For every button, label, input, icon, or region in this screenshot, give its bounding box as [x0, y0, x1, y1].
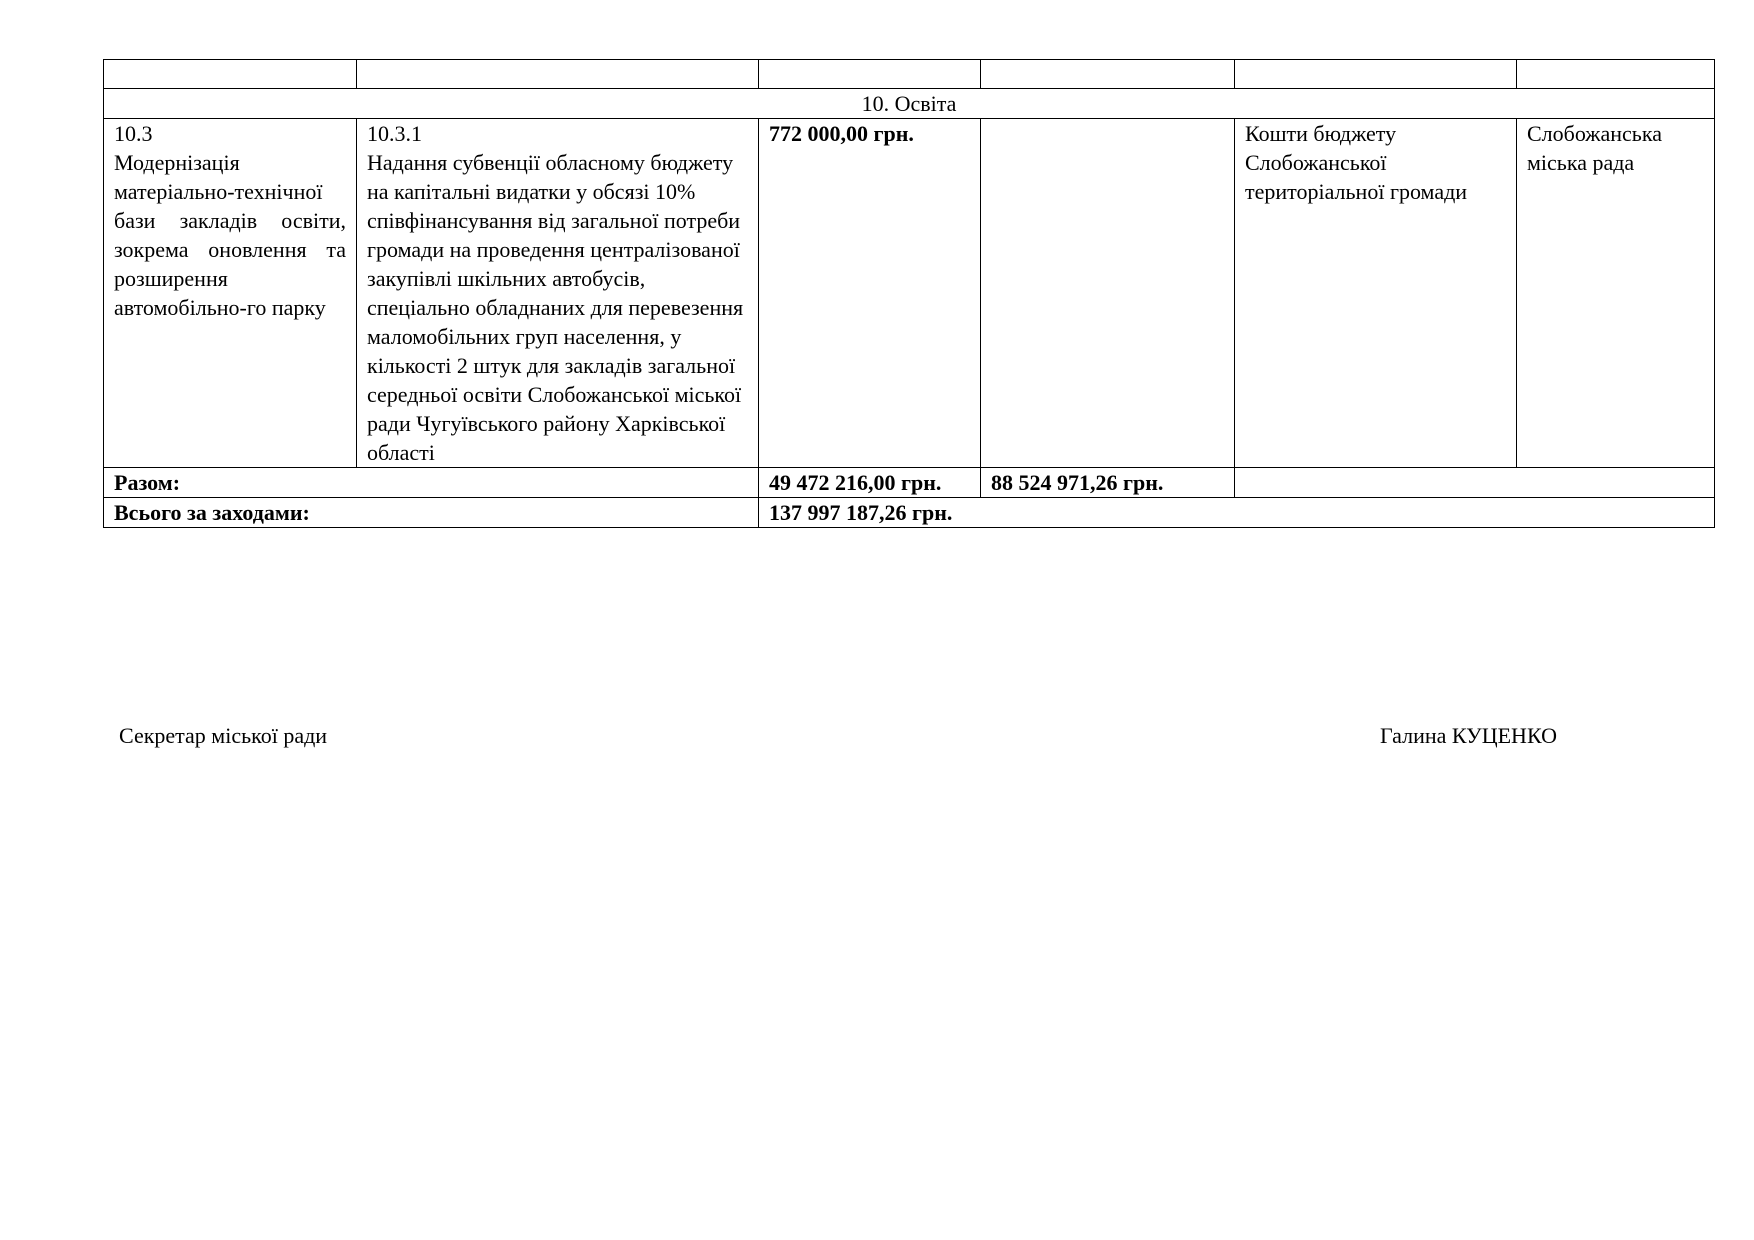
grand-total-amount: 137 997 187,26 грн. — [759, 498, 1715, 528]
measure-text: Надання субвенції обласному бюджету на капітальні видатки у обсязі 10% співфінансування від загальної потреби громади на проведення централізованої закупівлі шкільних автобусів, спеціально обладнаних для перевезення маломобільних груп населення, у кількості 2 штук для закладів загальної середньої освіти Слобожанської міської ради Чугуївського району Харківської області — [367, 150, 744, 465]
header-cell-5 — [1235, 60, 1517, 89]
table-header-row — [104, 60, 1715, 89]
funding-source-cell: Кошти бюджету Слобожанської територіальної громади — [1235, 119, 1517, 468]
table-row — [104, 119, 1715, 468]
header-cell-4 — [981, 60, 1235, 89]
section-row — [104, 89, 1715, 119]
header-cell-1 — [104, 60, 357, 89]
task-number: 10.3 — [114, 121, 153, 146]
task-cell — [104, 119, 357, 468]
subtotal-row — [104, 468, 1715, 498]
subtotal-amount-1: 49 472 216,00 грн. — [759, 468, 981, 498]
subtotal-amount-2: 88 524 971,26 грн. — [981, 468, 1235, 498]
grand-total-label: Всього за заходами: — [104, 498, 759, 528]
amount2-cell — [981, 119, 1235, 468]
amount-cell: 772 000,00 грн. — [759, 119, 981, 468]
signature-position: Секретар міської ради — [119, 723, 328, 748]
measure-cell — [357, 119, 759, 468]
task-text: Модернізація матеріально-технічної бази закладів освіти, зокрема оновлення та розширення автомобільно-го парку — [114, 150, 346, 320]
subtotal-label: Разом: — [104, 468, 759, 498]
signature-name: Галина КУЦЕНКО — [1380, 723, 1557, 748]
grand-total-row — [104, 498, 1715, 528]
header-cell-6 — [1517, 60, 1715, 89]
section-title: 10. Освіта — [104, 89, 1715, 119]
subtotal-empty — [1235, 468, 1715, 498]
header-cell-3 — [759, 60, 981, 89]
program-table — [103, 59, 1715, 528]
executor-cell: Слобожанська міська рада — [1517, 119, 1715, 468]
measure-number: 10.3.1 — [367, 121, 422, 146]
header-cell-2 — [357, 60, 759, 89]
